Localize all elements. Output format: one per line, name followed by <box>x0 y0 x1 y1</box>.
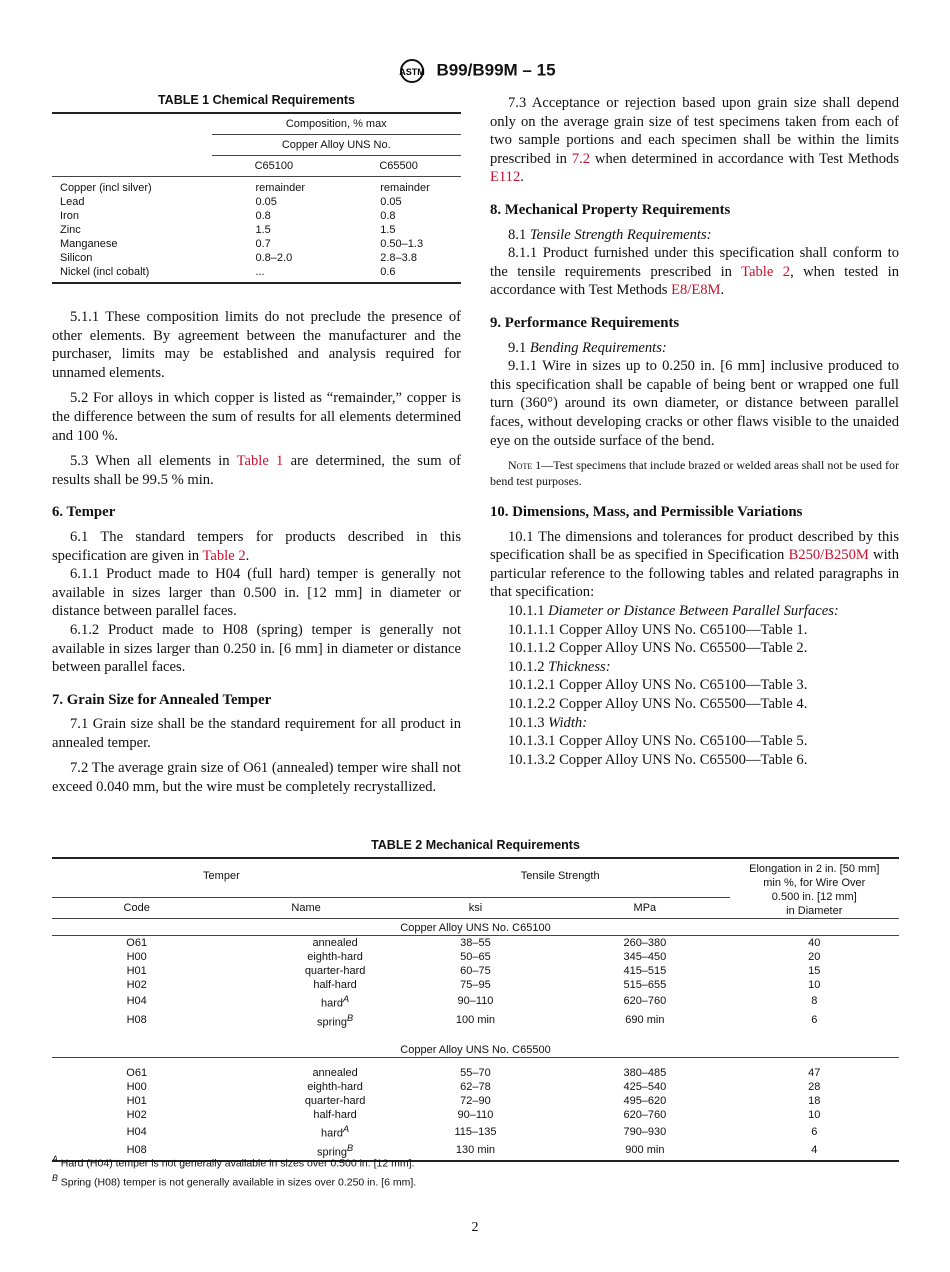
page-header <box>0 58 950 84</box>
alloy-header: Copper Alloy UNS No. <box>212 135 462 156</box>
ksi-value: 75–95 <box>460 979 491 991</box>
item-text: Copper Alloy UNS No. C65500—Table 6. <box>559 751 808 768</box>
temper-name <box>221 978 390 992</box>
text: . <box>720 282 725 299</box>
temper-code: H01 <box>126 1095 147 1108</box>
para-9-1-1: 9.1.1 Wire in sizes up to 0.250 in. [6 mm] inclusive produced to this specification shall be capable of being bent or wrapped one full turn (360°) around its own diameter, or distance between parallel faces, without developing cracks or other flaws visible to the unaided eye on the outside surface of the bend. <box>490 358 899 449</box>
table-row <box>52 978 899 992</box>
text: are determined, the sum of results shall be 99.5 % min. <box>52 453 461 488</box>
name-text: quarter-hard <box>304 965 366 977</box>
list-item <box>490 676 899 695</box>
element-value: 0.6 <box>380 266 396 278</box>
mpa-value: 415–515 <box>623 965 667 977</box>
item-text: Thickness: <box>548 658 611 675</box>
table-2-footnotes <box>52 1152 416 1189</box>
name-text: hard <box>321 997 344 1010</box>
mpa-header: MPa <box>633 901 657 914</box>
text: with particular reference to the following tables and related paragraphs in that specification: <box>490 547 899 601</box>
para-7-1: 7.1 Grain size shall be the standard requirement for all product in annealed temper. <box>52 716 461 751</box>
item-text: Copper Alloy UNS No. C65500—Table 2. <box>559 640 808 657</box>
temper-code: H08 <box>126 1013 147 1026</box>
temper-code: H04 <box>126 1125 147 1138</box>
astm-logo-icon <box>394 58 430 84</box>
para-6-1-1: 6.1.1 Product made to H04 (full hard) temper is generally not available in sizes larger than 0.500 in. [12 mm] in diameter or distance between parallel faces. <box>52 566 461 620</box>
element-value: remainder <box>380 182 430 194</box>
footnote-a <box>52 1152 416 1171</box>
para-8-1 <box>490 226 899 245</box>
para-6-1 <box>52 528 461 565</box>
table-row <box>52 265 461 283</box>
temper-name <box>221 1080 390 1094</box>
item-number: 10.1.1.2 <box>508 640 560 657</box>
alloy-group-label: Copper Alloy UNS No. C65100 <box>52 919 899 936</box>
item-number: 10.1.1 <box>508 603 549 620</box>
table-row <box>52 992 899 1011</box>
mpa-value: 900 min <box>625 1144 665 1157</box>
item-text: Width: <box>548 714 588 731</box>
section-10-heading: 10. Dimensions, Mass, and Permissible Variations <box>490 504 803 521</box>
footnote-ref[interactable]: A <box>343 1124 350 1135</box>
ksi-value: 38–55 <box>460 937 491 949</box>
para-8-1-1 <box>490 244 899 300</box>
elongation-value: 6 <box>811 1125 818 1138</box>
link-e8-e8m[interactable]: E8/E8M <box>671 282 721 299</box>
elongation-value: 28 <box>808 1081 821 1094</box>
table-1 <box>52 93 461 284</box>
element-value: 0.50–1.3 <box>380 238 424 250</box>
text: in Diameter <box>786 905 843 917</box>
table-2-title: TABLE 2 Mechanical Requirements <box>371 838 580 852</box>
link-e112[interactable]: E112 <box>490 169 521 186</box>
document-designation: B99/B99M – 15 <box>436 60 556 80</box>
section-6-heading: 6. Temper <box>52 504 116 521</box>
item-number: 10.1.2.1 <box>508 677 560 694</box>
name-text: eighth-hard <box>307 1081 363 1094</box>
note-1 <box>490 458 899 489</box>
item-text: Copper Alloy UNS No. C65100—Table 1. <box>559 621 808 638</box>
para-5-2: 5.2 For alloys in which copper is listed as “remainder,” copper is the difference between the sum of results for all elements determined and 100 %. <box>52 390 461 444</box>
mpa-value: 790–930 <box>623 1125 667 1138</box>
mpa-value: 495–620 <box>623 1095 667 1108</box>
name-text: quarter-hard <box>304 1095 366 1108</box>
elongation-value: 6 <box>811 1013 818 1026</box>
footnote-text: Spring (H08) temper is not generally available in sizes over 0.250 in. [6 mm]. <box>57 1176 417 1188</box>
elongation-value: 40 <box>808 937 821 949</box>
mpa-value: 620–760 <box>623 1109 667 1122</box>
temper-name <box>221 1066 390 1080</box>
para-10-1 <box>490 528 899 602</box>
alloy-group-label: Copper Alloy UNS No. C65500 <box>52 1029 899 1058</box>
mpa-value: 260–380 <box>623 937 667 949</box>
temper-code: H00 <box>126 1081 147 1094</box>
list-item <box>490 639 899 658</box>
footnote-mark: A <box>52 1154 58 1164</box>
list-item <box>490 621 899 640</box>
link-table-2[interactable]: Table 2 <box>741 263 791 280</box>
elongation-value: 8 <box>811 995 818 1008</box>
para-7-3 <box>490 94 899 187</box>
elongation-value: 4 <box>811 1144 818 1157</box>
item-number: 10.1.2 <box>508 658 549 675</box>
text: Elongation in 2 in. [50 mm] <box>749 863 880 875</box>
temper-name <box>221 1108 390 1122</box>
elongation-value: 10 <box>808 1109 821 1122</box>
note-label: Note 1 <box>508 458 542 473</box>
para-5-1-1: 5.1.1 These composition limits do not preclude the presence of other elements. By agreement between the manufacturer and the purchaser, limits may be established and analysis required for unnamed elements. <box>52 309 461 381</box>
ksi-value: 50–65 <box>460 951 491 963</box>
table-row <box>52 964 899 978</box>
text: 10.1 The dimensions and tolerances for product described by this specification shall be as specified in Specification <box>490 528 899 564</box>
temper-name <box>221 964 390 978</box>
ksi-value: 60–75 <box>460 965 491 977</box>
text: 0.500 in. [12 mm] <box>771 891 857 903</box>
temper-code: O61 <box>126 937 148 949</box>
ksi-value: 100 min <box>455 1013 496 1026</box>
col-c65100: C65100 <box>254 160 294 172</box>
name-text: spring <box>317 1146 348 1159</box>
list-item <box>490 732 899 751</box>
code-header: Code <box>123 901 150 914</box>
table-row <box>52 1108 899 1122</box>
temper-code: O61 <box>126 1067 148 1080</box>
temper-code: H00 <box>126 951 147 963</box>
temper-name <box>221 936 390 951</box>
svg-text:ASTM: ASTM <box>399 67 426 77</box>
element-name: Nickel (incl cobalt) <box>60 266 150 278</box>
subheading: Tensile Strength Requirements: <box>529 226 712 243</box>
mpa-value: 425–540 <box>623 1081 667 1094</box>
item-number: 10.1.2.2 <box>508 696 560 713</box>
name-text: eighth-hard <box>307 951 363 963</box>
text: . <box>520 169 524 186</box>
text: 8.1 <box>508 226 530 243</box>
link-7-2[interactable]: 7.2 <box>571 150 591 167</box>
elongation-value: 20 <box>808 951 821 963</box>
ksi-value: 62–78 <box>460 1081 491 1094</box>
item-text: Copper Alloy UNS No. C65100—Table 3. <box>559 677 808 694</box>
elongation-value: 10 <box>808 979 821 991</box>
temper-name <box>221 1094 390 1108</box>
tensile-header: Tensile Strength <box>391 858 730 897</box>
name-text: annealed <box>312 1067 358 1080</box>
element-name: Lead <box>60 196 85 208</box>
element-value: 0.05 <box>255 196 277 208</box>
table-row <box>52 936 899 951</box>
name-text: annealed <box>312 937 358 949</box>
alloy-group-header <box>52 919 899 936</box>
text: . <box>245 547 250 564</box>
table-row <box>52 237 461 251</box>
element-value: 0.8 <box>255 210 271 222</box>
link-table-1[interactable]: Table 1 <box>236 453 284 470</box>
table-row <box>52 1080 899 1094</box>
text: , when tested in accordance with Test Methods <box>490 263 899 299</box>
element-name: Iron <box>60 210 79 222</box>
element-name: Silicon <box>60 252 93 264</box>
element-value: 0.05 <box>380 196 402 208</box>
item-number: 10.1.3.2 <box>508 751 560 768</box>
table-row <box>52 1066 899 1080</box>
footnote-mark: B <box>52 1172 58 1183</box>
link-table-2[interactable]: Table 2 <box>202 547 246 564</box>
list-item <box>490 602 899 621</box>
temper-name <box>221 1122 390 1141</box>
element-value: 0.8 <box>380 210 396 222</box>
table-row <box>52 251 461 265</box>
elongation-value: 47 <box>808 1067 821 1080</box>
element-name: Manganese <box>60 238 118 250</box>
mpa-value: 515–655 <box>623 979 667 991</box>
element-value: remainder <box>255 182 306 194</box>
mpa-value: 380–485 <box>623 1067 667 1080</box>
name-text: hard <box>321 1127 344 1140</box>
section-9-heading: 9. Performance Requirements <box>490 314 680 331</box>
ksi-value: 72–90 <box>460 1095 491 1108</box>
item-text: Copper Alloy UNS No. C65500—Table 4. <box>559 696 808 713</box>
item-text: Copper Alloy UNS No. C65100—Table 5. <box>559 733 808 750</box>
item-number: 10.1.3 <box>508 714 549 731</box>
item-number: 10.1.1.1 <box>508 621 560 638</box>
ksi-header: ksi <box>468 901 483 914</box>
elongation-value: 18 <box>808 1095 821 1108</box>
text: 5.3 When all elements in <box>70 453 237 470</box>
element-name: Zinc <box>60 224 81 236</box>
ksi-value: 90–110 <box>457 995 494 1008</box>
footnote-ref[interactable]: A <box>343 994 350 1004</box>
temper-name <box>221 992 390 1011</box>
table-row <box>52 195 461 209</box>
table-row <box>52 1011 899 1030</box>
list-item <box>490 695 899 714</box>
mpa-value: 345–450 <box>623 951 667 963</box>
item-number: 10.1.3.1 <box>508 733 560 750</box>
alloy-group-header <box>52 1029 899 1058</box>
text: when determined in accordance with Test Methods <box>590 150 899 167</box>
element-name: Copper (incl silver) <box>60 182 152 194</box>
temper-code: H02 <box>126 1109 147 1122</box>
ksi-value: 55–70 <box>460 1067 491 1080</box>
temper-code: H02 <box>126 979 147 991</box>
section-7-heading: 7. Grain Size for Annealed Temper <box>52 691 272 708</box>
col-c65500: C65500 <box>379 160 418 172</box>
dimension-list <box>490 602 899 769</box>
table-row <box>52 950 899 964</box>
name-text: spring <box>317 1016 348 1029</box>
para-9-1 <box>490 339 899 358</box>
name-text: half-hard <box>313 1109 357 1122</box>
ksi-value: 90–110 <box>457 1109 494 1122</box>
element-value: 0.7 <box>255 238 271 250</box>
ksi-value: 115–135 <box>454 1125 497 1138</box>
temper-code: H04 <box>126 995 147 1008</box>
elongation-header <box>730 858 899 919</box>
note-text: —Test specimens that include brazed or welded areas shall not be used for bend test purposes. <box>490 458 900 488</box>
footnote-ref[interactable]: B <box>347 1012 354 1023</box>
composition-header: Composition, % max <box>212 113 462 135</box>
ksi-value: 130 min <box>455 1144 496 1157</box>
name-text: half-hard <box>313 979 357 991</box>
para-7-2: 7.2 The average grain size of O61 (annealed) temper wire shall not exceed 0.040 mm, but the wire must be completely recrystallized. <box>52 760 461 796</box>
temper-code: H01 <box>126 965 147 977</box>
table-row <box>52 1094 899 1108</box>
element-value: ... <box>255 266 265 278</box>
element-value: 0.8–2.0 <box>255 252 293 264</box>
elongation-value: 15 <box>808 965 821 977</box>
table-row <box>52 1122 899 1141</box>
table-1-title: TABLE 1 Chemical Requirements <box>157 93 356 107</box>
table-row <box>52 209 461 223</box>
text: 6.1 The standard tempers for products described in this specification are given in <box>52 528 461 564</box>
mpa-value: 620–760 <box>623 995 667 1008</box>
name-header: Name <box>291 901 321 914</box>
subheading: Bending Requirements: <box>529 339 667 356</box>
footnote-b <box>52 1171 416 1190</box>
temper-code: H08 <box>126 1144 147 1157</box>
table-row <box>52 177 461 196</box>
element-value: 2.8–3.8 <box>380 252 417 264</box>
temper-name <box>221 950 390 964</box>
list-item <box>490 658 899 677</box>
text: 8.1.1 Product furnished under this specification shall conform to the tensile requirements prescribed in <box>490 245 899 280</box>
footnote-ref[interactable]: B <box>347 1142 354 1153</box>
left-column <box>52 308 461 804</box>
element-value: 1.5 <box>255 224 271 236</box>
para-5-3 <box>52 452 461 489</box>
mpa-value: 690 min <box>625 1013 665 1026</box>
link-b250[interactable]: B250/B250M <box>788 547 869 564</box>
table-2 <box>52 838 899 1162</box>
list-item <box>490 751 899 770</box>
table-row <box>52 223 461 237</box>
temper-header: Temper <box>52 858 391 897</box>
element-value: 1.5 <box>380 224 396 236</box>
text: min %, for Wire Over <box>763 877 866 889</box>
text: 7.3 Acceptance or rejection based upon grain size shall depend only on the average grain size of test specimens taken from each of two sample portions and each specimen shall be within the limits prescribed in <box>490 95 899 167</box>
text: 9.1 <box>508 339 530 356</box>
temper-name <box>221 1011 390 1030</box>
footnote-text: Hard (H04) temper is not generally available in sizes over 0.500 in. [12 mm]. <box>57 1157 415 1170</box>
right-column <box>490 94 899 769</box>
page-number: 2 <box>471 1220 479 1235</box>
item-text: Diameter or Distance Between Parallel Surfaces: <box>548 603 839 620</box>
list-item <box>490 714 899 733</box>
para-6-1-2: 6.1.2 Product made to H08 (spring) temper is generally not available in sizes larger than 0.250 in. [6 mm] in diameter or distance between parallel faces. <box>52 621 461 676</box>
section-8-heading: 8. Mechanical Property Requirements <box>490 201 731 218</box>
